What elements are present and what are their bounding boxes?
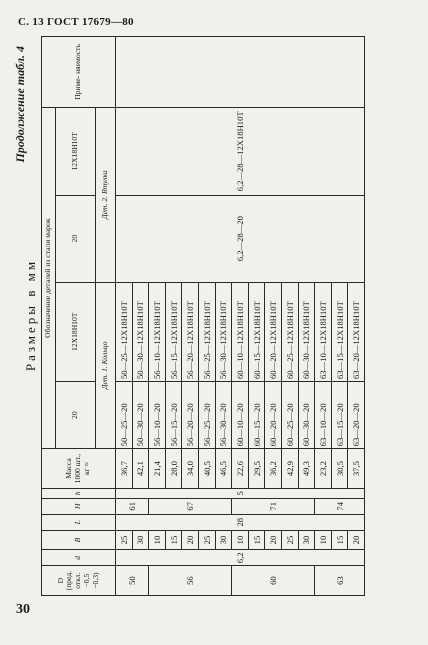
cell-mass: 29,5 [248,449,265,489]
cell-grade-12: 56—25—12Х18Н10Т [198,282,215,381]
cell-grade-20: 56—25—20 [198,381,215,448]
cell-B: 25 [281,530,298,550]
cell-grade-12: 63—15—12Х18Н10Т [331,282,348,381]
cell-B: 10 [232,530,249,550]
cell-grade-20: 50—25—20 [116,381,133,448]
cell-mass: 28,0 [165,449,182,489]
cell-h: 5 [116,488,365,498]
cell-grade-20: 60—30—20 [298,381,315,448]
cell-D: 63 [315,566,365,596]
cell-B: 25 [116,530,133,550]
cell-applicability [116,37,365,108]
cell-mass: 46,5 [215,449,232,489]
col-header-H: H [42,498,116,514]
col-header-det2-12: 12Х18Н10Т [56,107,96,195]
cell-D: 50 [116,566,149,596]
cell-mass: 21,4 [149,449,166,489]
cell-det2-12: 6,2—28—12Х18Н10Т [116,107,365,195]
cell-B: 15 [248,530,265,550]
rotated-table-page [11,30,407,600]
col-header-d: d [42,550,116,566]
cell-H: 74 [315,498,365,514]
col-header-D: D (пред. откл. −0,5 −0,3) [42,566,116,596]
cell-grade-20: 60—20—20 [265,381,282,448]
col-header-applicability: Приме- няемость [42,37,116,108]
cell-L: 28 [116,514,365,530]
dimensions-table [41,36,365,596]
cell-mass: 34,0 [182,449,199,489]
cell-B: 20 [348,530,365,550]
cell-B: 10 [149,530,166,550]
col-header-det1-20: 20 [56,381,96,448]
cell-mass: 22,6 [232,449,249,489]
continuation-label: Продолжение табл. 4 [13,46,27,163]
table-title: Размеры в мм [23,258,38,372]
cell-B: 15 [165,530,182,550]
col-header-det2-20: 20 [56,195,96,282]
cell-B: 10 [315,530,332,550]
cell-grade-20: 56—15—20 [165,381,182,448]
cell-d: 6,2 [116,550,365,566]
col-header-det1-12: 12Х18Н10Т [56,282,96,381]
cell-grade-20: 60—10—20 [232,381,249,448]
cell-H: 61 [116,498,149,514]
cell-grade-12: 60—25—12Х18Н10Т [281,282,298,381]
cell-B: 25 [198,530,215,550]
cell-mass: 23,2 [315,449,332,489]
cell-grade-12: 60—20—12Х18Н10Т [265,282,282,381]
cell-grade-12: 63—10—12Х18Н10Т [315,282,332,381]
cell-grade-20: 63—15—20 [331,381,348,448]
det1-label: Дет. 1. Кольцо [96,282,116,449]
cell-mass: 36,2 [265,449,282,489]
cell-mass: 30,5 [331,449,348,489]
cell-grade-20: 60—25—20 [281,381,298,448]
cell-grade-12: 50—30—12Х18Н10Т [132,282,149,381]
cell-grade-12: 56—20—12Х18Н10Т [182,282,199,381]
cell-grade-12: 60—10—12Х18Н10Т [232,282,249,381]
cell-B: 20 [182,530,199,550]
cell-grade-12: 56—15—12Х18Н10Т [165,282,182,381]
col-header-h: h [42,488,116,498]
cell-B: 30 [298,530,315,550]
cell-grade-20: 50—30—20 [132,381,149,448]
cell-grade-12: 56—30—12Х18Н10Т [215,282,232,381]
page-number: 30 [16,602,30,617]
cell-grade-12: 56—10—12Х18Н10Т [149,282,166,381]
cell-grade-20: 63—10—20 [315,381,332,448]
cell-B: 20 [265,530,282,550]
cell-grade-12: 63—20—12Х18Н10Т [348,282,365,381]
cell-grade-20: 60—15—20 [248,381,265,448]
cell-B: 30 [215,530,232,550]
cell-H: 71 [232,498,315,514]
cell-grade-20: 56—10—20 [149,381,166,448]
cell-grade-20: 63—20—20 [348,381,365,448]
page-header: С. 13 ГОСТ 17679—80 [18,16,134,28]
col-header-L: L [42,514,116,530]
table-row [116,37,133,596]
cell-grade-12: 60—15—12Х18Н10Т [248,282,265,381]
col-header-grade-group: Обозначение деталей из стали марок [42,107,56,448]
cell-det2-20: 6,2—28—20 [116,195,365,282]
cell-grade-12: 50—25—12Х18Н10Т [116,282,133,381]
cell-B: 15 [331,530,348,550]
cell-mass: 37,5 [348,449,365,489]
cell-D: 56 [149,566,232,596]
cell-mass: 42,1 [132,449,149,489]
cell-mass: 36,7 [116,449,133,489]
cell-grade-20: 56—20—20 [182,381,199,448]
cell-mass: 42,9 [281,449,298,489]
cell-B: 30 [132,530,149,550]
det2-label: Дет. 2. Втулка [96,107,116,282]
cell-mass: 49,3 [298,449,315,489]
cell-mass: 40,5 [198,449,215,489]
cell-H: 67 [149,498,232,514]
cell-grade-12: 60—30—12Х18Н10Т [298,282,315,381]
cell-grade-20: 56—30—20 [215,381,232,448]
col-header-B: B [42,530,116,550]
col-header-mass: Масса 1000 шт., кг ≈ [42,449,116,489]
cell-D: 60 [232,566,315,596]
